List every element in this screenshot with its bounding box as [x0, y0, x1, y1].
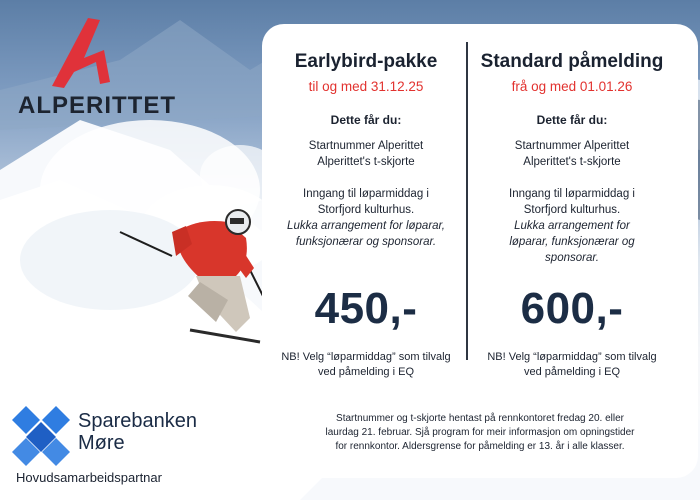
earlybird-dinner-note: funksjonærar og sponsorar. [295, 236, 437, 248]
earlybird-title: Earlybird-pakke [294, 51, 438, 72]
earlybird-dinner-line: Inngang til løparmiddag i [303, 188, 429, 200]
column-divider [466, 42, 468, 360]
standard-date: frå og med 01.01.26 [511, 79, 633, 94]
standard-dinner-line: Storfjord kulturhus. [523, 204, 621, 216]
earlybird-note-line: ved påmelding i EQ [318, 366, 414, 378]
sponsor-role: Hovudsamarbeidspartnar [16, 470, 162, 485]
pickup-info [292, 412, 668, 454]
earlybird-items [266, 138, 466, 170]
standard-note-line: ved påmelding i EQ [524, 366, 620, 378]
standard-column [472, 50, 672, 266]
pricing-card [262, 24, 698, 478]
pickup-info-line: Startnummer og t-skjorte hentast på rennkontoret fredag 20. eller [336, 413, 624, 424]
standard-title: Standard påmelding [480, 51, 664, 72]
earlybird-item-tshirt: Alperittet's t-skjorte [317, 156, 415, 168]
standard-price: 600,- [520, 284, 624, 333]
earlybird-note [266, 350, 466, 380]
sparebanken-logo-icon [10, 404, 72, 466]
standard-dinner [472, 186, 672, 266]
earlybird-dinner-line: Storfjord kulturhus. [317, 204, 415, 216]
standard-item-tshirt: Alperittet's t-skjorte [523, 156, 621, 168]
standard-note [472, 350, 672, 380]
earlybird-includes-label: Dette får du: [330, 113, 402, 127]
earlybird-price: 450,- [314, 284, 418, 333]
standard-dinner-line: Inngang til løparmiddag i [509, 188, 635, 200]
earlybird-dinner [266, 186, 466, 250]
sponsor-name-line: Møre [78, 432, 125, 454]
pickup-info-line: laurdag 21. februar. Sjå program for meir informasjon om opningstider [325, 427, 635, 438]
standard-dinner-note: sponsorar. [545, 252, 599, 264]
earlybird-date: til og med 31.12.25 [308, 79, 424, 94]
earlybird-dinner-note: Lukka arrangement for løparar, [287, 220, 445, 232]
standard-includes-label: Dette får du: [536, 113, 608, 127]
sponsor-name-line: Sparebanken [78, 410, 197, 432]
brand-name: ALPERITTET [18, 92, 176, 119]
earlybird-item-bib: Startnummer Alperittet [308, 140, 424, 152]
standard-dinner-note: Lukka arrangement for [514, 220, 630, 232]
earlybird-note-line: NB! Velg “løparmiddag” som tilvalg [281, 351, 451, 363]
earlybird-column [266, 50, 466, 250]
pickup-info-line: for rennkontor. Aldersgrense for påmelding er 13. år i alle klasser. [335, 441, 625, 452]
standard-dinner-note: løparar, funksjonærar og [509, 236, 635, 248]
standard-note-line: NB! Velg “løparmiddag” som tilvalg [487, 351, 657, 363]
sponsor-name [78, 410, 197, 454]
alperittet-logo-icon [44, 12, 130, 92]
standard-items [472, 138, 672, 170]
standard-item-bib: Startnummer Alperittet [514, 140, 630, 152]
